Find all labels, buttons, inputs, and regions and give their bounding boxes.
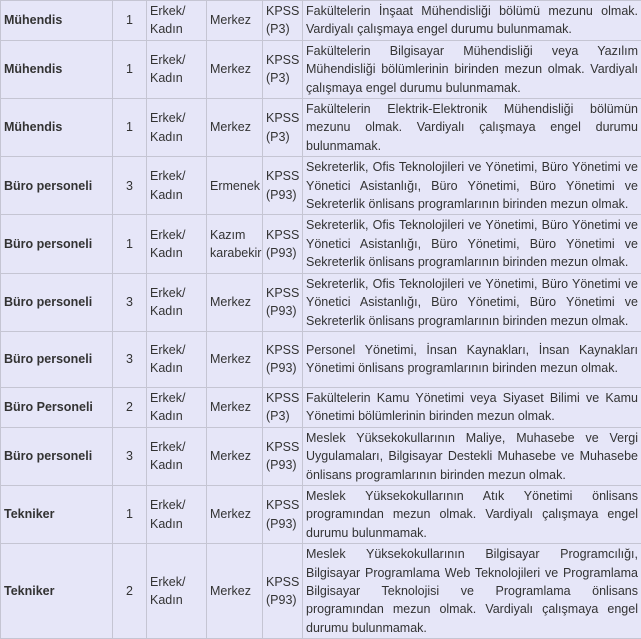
location-cell: Ermenek [207, 157, 263, 215]
position-cell: Büro personeli [1, 427, 113, 485]
table-row [1, 215, 641, 273]
position-cell: Büro personeli [1, 157, 113, 215]
count-cell: 1 [113, 485, 147, 543]
exam-cell: KPSS (P3) [263, 99, 303, 157]
location-cell: Merkez [207, 387, 263, 427]
location-cell: Merkez [207, 99, 263, 157]
position-cell: Mühendis [1, 1, 113, 41]
position-cell: Tekniker [1, 485, 113, 543]
table-row [1, 387, 641, 427]
requirement-cell: Fakültelerin Elektrik-Elektronik Mühendisliği bölümün mezunu olmak. Vardiyalı çalışmaya engel durumu bulunmamak. [303, 99, 641, 157]
gender-cell: Erkek/ Kadın [147, 99, 207, 157]
gender-cell: Erkek/ Kadın [147, 331, 207, 387]
count-cell: 3 [113, 157, 147, 215]
position-cell: Büro personeli [1, 215, 113, 273]
gender-cell: Erkek/ Kadın [147, 387, 207, 427]
location-cell: Merkez [207, 1, 263, 41]
requirement-cell: Fakültelerin Bilgisayar Mühendisliği veya Yazılım Mühendisliği bölümlerinin birinden mezun olmak. Vardiyalı çalışmaya engel durumu bulunmamak. [303, 40, 641, 98]
requirement-cell: Fakültelerin Kamu Yönetimi veya Siyaset Bilimi ve Kamu Yönetimi bölümlerinin birinden mezun olmak. [303, 387, 641, 427]
gender-cell: Erkek/ Kadın [147, 485, 207, 543]
requirement-cell: Meslek Yüksekokullarının Maliye, Muhasebe ve Vergi Uygulamaları, Bilgisayar Destekli Muhasebe ve Muhasebe önlisans programlarının birinden mezun olmak. [303, 427, 641, 485]
gender-cell: Erkek/ Kadın [147, 157, 207, 215]
requirement-cell: Sekreterlik, Ofis Teknolojileri ve Yönetimi, Büro Yönetimi ve Yönetici Asistanlığı, Büro Yönetimi, Büro Yönetimi ve Sekreterlik önlisans programlarının birinden mezun olmak. [303, 157, 641, 215]
position-cell: Tekniker [1, 544, 113, 639]
exam-cell: KPSS (P93) [263, 273, 303, 331]
count-cell: 2 [113, 387, 147, 427]
table-row [1, 273, 641, 331]
requirement-cell: Sekreterlik, Ofis Teknolojileri ve Yönetimi, Büro Yönetimi ve Yönetici Asistanlığı, Büro Yönetimi, Büro Yönetimi ve Sekreterlik önlisans programlarının birinden mezun olmak. [303, 215, 641, 273]
count-cell: 3 [113, 427, 147, 485]
count-cell: 1 [113, 99, 147, 157]
location-cell: Merkez [207, 427, 263, 485]
count-cell: 1 [113, 40, 147, 98]
requirement-cell: Meslek Yüksekokullarının Atık Yönetimi önlisans programından mezun olmak. Vardiyalı çalışmaya engel durumu bulunmamak. [303, 485, 641, 543]
count-cell: 3 [113, 331, 147, 387]
table-row [1, 40, 641, 98]
table-row [1, 427, 641, 485]
position-cell: Büro personeli [1, 273, 113, 331]
position-cell: Büro Personeli [1, 387, 113, 427]
gender-cell: Erkek/ Kadın [147, 427, 207, 485]
exam-cell: KPSS (P93) [263, 427, 303, 485]
gender-cell: Erkek/ Kadın [147, 273, 207, 331]
gender-cell: Erkek/ Kadın [147, 1, 207, 41]
count-cell: 1 [113, 1, 147, 41]
gender-cell: Erkek/ Kadın [147, 40, 207, 98]
requirement-cell: Fakültelerin İnşaat Mühendisliği bölümü mezunu olmak. Vardiyalı çalışmaya engel durumu bulunmamak. [303, 1, 641, 41]
exam-cell: KPSS (P3) [263, 40, 303, 98]
table-row [1, 485, 641, 543]
exam-cell: KPSS (P3) [263, 1, 303, 41]
exam-cell: KPSS (P93) [263, 485, 303, 543]
table-row [1, 1, 641, 41]
location-cell: Kazım karabekir [207, 215, 263, 273]
exam-cell: KPSS (P93) [263, 544, 303, 639]
exam-cell: KPSS (P93) [263, 157, 303, 215]
gender-cell: Erkek/ Kadın [147, 544, 207, 639]
exam-cell: KPSS (P3) [263, 387, 303, 427]
position-cell: Büro personeli [1, 331, 113, 387]
gender-cell: Erkek/ Kadın [147, 215, 207, 273]
position-cell: Mühendis [1, 99, 113, 157]
table-body [1, 1, 641, 639]
exam-cell: KPSS (P93) [263, 215, 303, 273]
count-cell: 3 [113, 273, 147, 331]
count-cell: 1 [113, 215, 147, 273]
table-row [1, 99, 641, 157]
location-cell: Merkez [207, 40, 263, 98]
table-row [1, 544, 641, 639]
count-cell: 2 [113, 544, 147, 639]
table-row [1, 157, 641, 215]
exam-cell: KPSS (P93) [263, 331, 303, 387]
location-cell: Merkez [207, 331, 263, 387]
location-cell: Merkez [207, 544, 263, 639]
requirement-cell: Personel Yönetimi, İnsan Kaynakları, İnsan Kaynakları Yönetimi önlisans programlarının birinden mezun olmak. [303, 331, 641, 387]
requirement-cell: Meslek Yüksekokullarının Bilgisayar Programcılığı, Bilgisayar Programlama Web Teknolojileri ve Programlama Bilgisayar Teknolojisi ve Programlama önlisans programından mezun olmak. Vardiyalı çalışmaya engel durumu bulunmamak. [303, 544, 641, 639]
location-cell: Merkez [207, 273, 263, 331]
location-cell: Merkez [207, 485, 263, 543]
table-row [1, 331, 641, 387]
requirement-cell: Sekreterlik, Ofis Teknolojileri ve Yönetimi, Büro Yönetimi ve Yönetici Asistanlığı, Büro Yönetimi, Büro Yönetimi ve Sekreterlik önlisans programlarının birinden mezun olmak. [303, 273, 641, 331]
position-cell: Mühendis [1, 40, 113, 98]
